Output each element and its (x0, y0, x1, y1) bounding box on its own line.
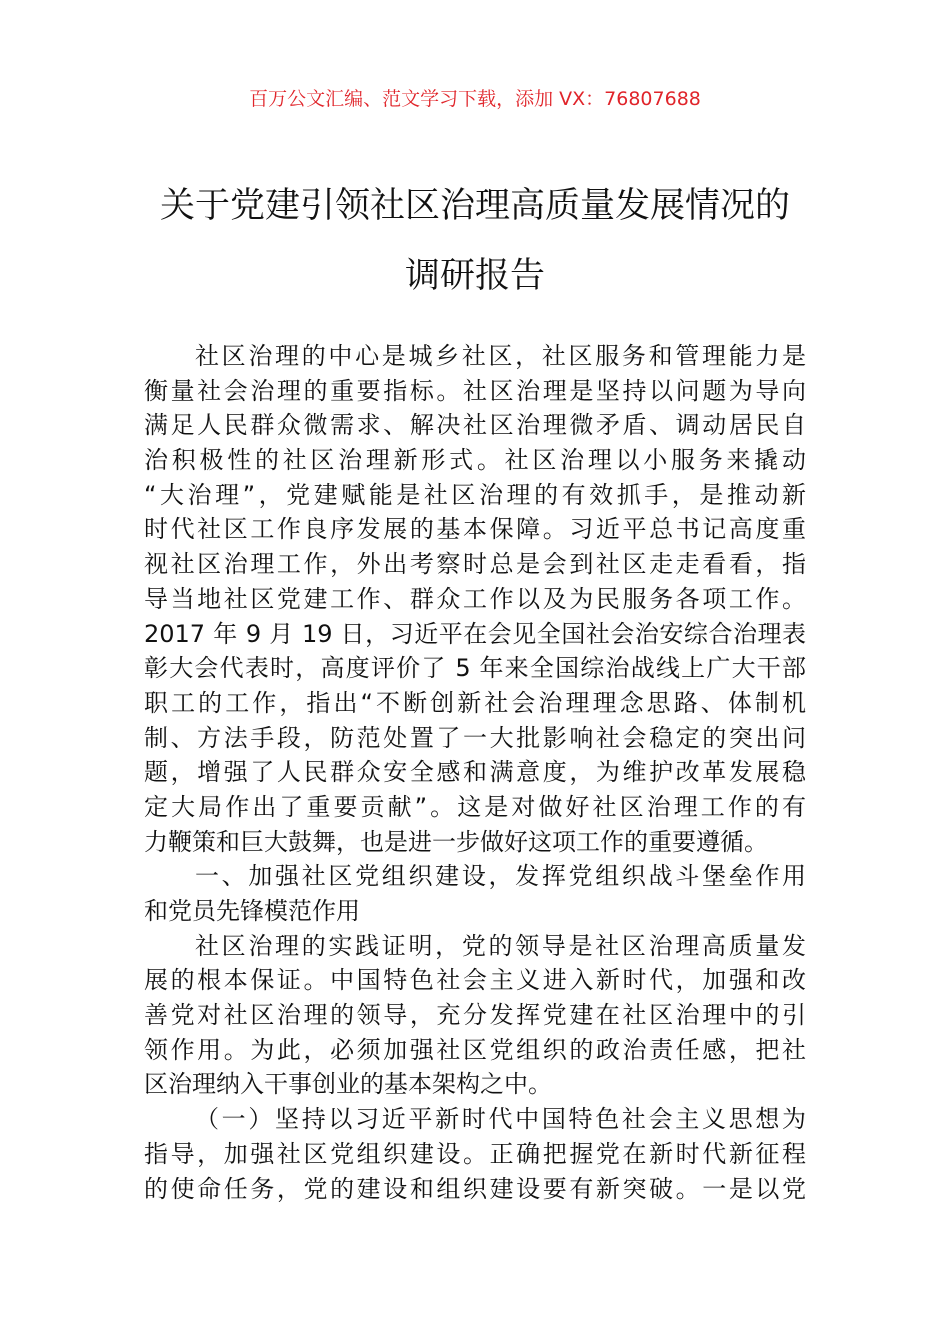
text-line: 彰大会代表时，高度评价了 5 年来全国综治战线上广大干部 (144, 654, 806, 683)
text-line: 制、方法手段，防范处置了一大批影响社会稳定的突出问 (144, 723, 806, 752)
text-line: 一、加强社区党组织建设，发挥党组织战斗堡垒作用 (195, 862, 806, 891)
document-body (144, 339, 806, 1206)
document-title-line-1: 关于党建引领社区治理高质量发展情况的 (159, 186, 790, 226)
text-line: 力鞭策和巨大鼓舞，也是进一步做好这项工作的重要遵循。 (144, 827, 768, 856)
text-line: 定大局作出了重要贡献”。这是对做好社区治理工作的有 (144, 792, 806, 821)
text-line: 社区治理的实践证明，党的领导是社区治理高质量发 (195, 931, 806, 960)
paragraph (144, 1102, 806, 1206)
text-line: （一）坚持以习近平新时代中国特色社会主义思想为 (195, 1105, 806, 1134)
text-line: 职工的工作，指出“不断创新社会治理理念思路、体制机 (144, 688, 806, 717)
text-line: 社区治理的中心是城乡社区，社区服务和管理能力是 (195, 342, 806, 370)
text-line: 区治理纳入干事创业的基本架构之中。 (144, 1070, 552, 1099)
text-line: 和党员先锋模范作用 (144, 897, 360, 925)
text-line: “大治理”，党建赋能是社区治理的有效抓手，是推动新 (144, 480, 806, 509)
text-line: 的使命任务，党的建设和组织建设要有新突破。一是以党 (144, 1174, 806, 1203)
text-line: 视社区治理工作，外出考察时总是会到社区走走看看，指 (144, 550, 806, 579)
text-line: 指导，加强社区党组织建设。正确把握党在新时代新征程 (144, 1139, 806, 1168)
watermark-header: 百万公文汇编、范文学习下载，添加 VX：76807688 (249, 88, 701, 110)
paragraph (144, 339, 806, 859)
paragraph (144, 859, 806, 928)
paragraph (144, 929, 806, 1102)
text-line: 衡量社会治理的重要指标。社区治理是坚持以问题为导向 (144, 376, 806, 405)
text-line: 领作用。为此，必须加强社区党组织的政治责任感，把社 (144, 1035, 806, 1064)
text-line: 题，增强了人民群众安全感和满意度，为维护改革发展稳 (144, 758, 806, 787)
document-title-line-2: 调研报告 (404, 256, 545, 296)
text-line: 时代社区工作良序发展的基本保障。习近平总书记高度重 (144, 515, 806, 544)
text-line: 展的根本保证。中国特色社会主义进入新时代，加强和改 (144, 966, 806, 995)
text-line: 善党对社区治理的领导，充分发挥党建在社区治理中的引 (144, 1001, 806, 1030)
text-line: 2017 年 9 月 19 日，习近平在会见全国社会治安综合治理表 (144, 619, 806, 648)
text-line: 导当地社区党建工作、群众工作以及为民服务各项工作。 (144, 584, 806, 613)
text-line: 满足人民群众微需求、解决社区治理微矛盾、调动居民自 (144, 411, 806, 440)
text-line: 治积极性的社区治理新形式。社区治理以小服务来撬动 (144, 446, 806, 475)
